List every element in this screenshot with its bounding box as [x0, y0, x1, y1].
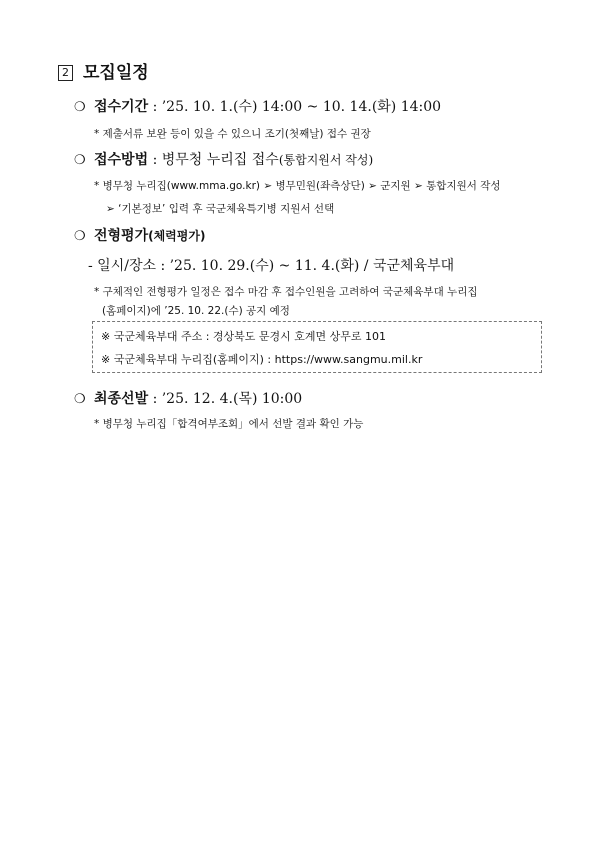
section-title: 모집일정 — [83, 63, 149, 83]
reception-method-step2: ➢ ‘기본정보’ 입력 후 국군체육특기병 지원서 선택 — [106, 203, 335, 215]
reception-method-item — [74, 149, 373, 169]
evaluation-note-line1: * 구체적인 전형평가 일정은 접수 마감 후 접수인원을 고려하여 국군체육부대 누리집 — [94, 286, 478, 298]
reception-period-label: 접수기간 — [94, 99, 149, 115]
evaluation-label: 전형평가 — [94, 228, 149, 244]
reception-period-item — [74, 96, 441, 116]
reception-period-note: * 제출서류 보완 등이 있을 수 있으니 조기(첫째날) 접수 권장 — [94, 128, 371, 140]
reception-method-value: : 병무청 누리집 접수 — [152, 152, 279, 168]
reception-method-label: 접수방법 — [94, 152, 149, 168]
info-website: ※ 국군체육부대 누리집(홈페이지) : https://www.sangmu.mil.kr — [101, 353, 423, 366]
final-selection-label: 최종선발 — [94, 391, 149, 407]
circle-bullet-icon: ❍ — [74, 392, 86, 407]
circle-bullet-icon: ❍ — [74, 229, 86, 244]
final-selection-value: : ’25. 12. 4.(목) 10:00 — [152, 391, 303, 407]
section-number: 2 — [58, 65, 73, 81]
circle-bullet-icon: ❍ — [74, 100, 86, 115]
reception-method-value-small: (통합지원서 작성) — [278, 153, 374, 167]
evaluation-schedule: - 일시/장소 : ’25. 10. 29.(수) ~ 11. 4.(화) / 국군체육부대 — [88, 258, 455, 274]
evaluation-label-small: (체력평가) — [148, 229, 206, 243]
evaluation-info-box — [92, 321, 542, 373]
section-heading — [58, 58, 149, 83]
final-selection-item — [74, 388, 302, 408]
final-selection-note: * 병무청 누리집「합격여부조회」에서 선발 결과 확인 가능 — [94, 418, 364, 430]
evaluation-note-line2: (홈페이지)에 ’25. 10. 22.(수) 공지 예정 — [102, 305, 290, 317]
reception-method-step1: * 병무청 누리집(www.mma.go.kr) ➢ 병무민원(좌측상단) ➢ 군지원 ➢ 통합지원서 작성 — [94, 180, 501, 192]
info-address: ※ 국군체육부대 주소 : 경상북도 문경시 호계면 상무로 101 — [101, 330, 387, 343]
circle-bullet-icon: ❍ — [74, 153, 86, 168]
evaluation-item — [74, 225, 205, 245]
reception-period-value: : ’25. 10. 1.(수) 14:00 ~ 10. 14.(화) 14:00 — [152, 99, 442, 115]
